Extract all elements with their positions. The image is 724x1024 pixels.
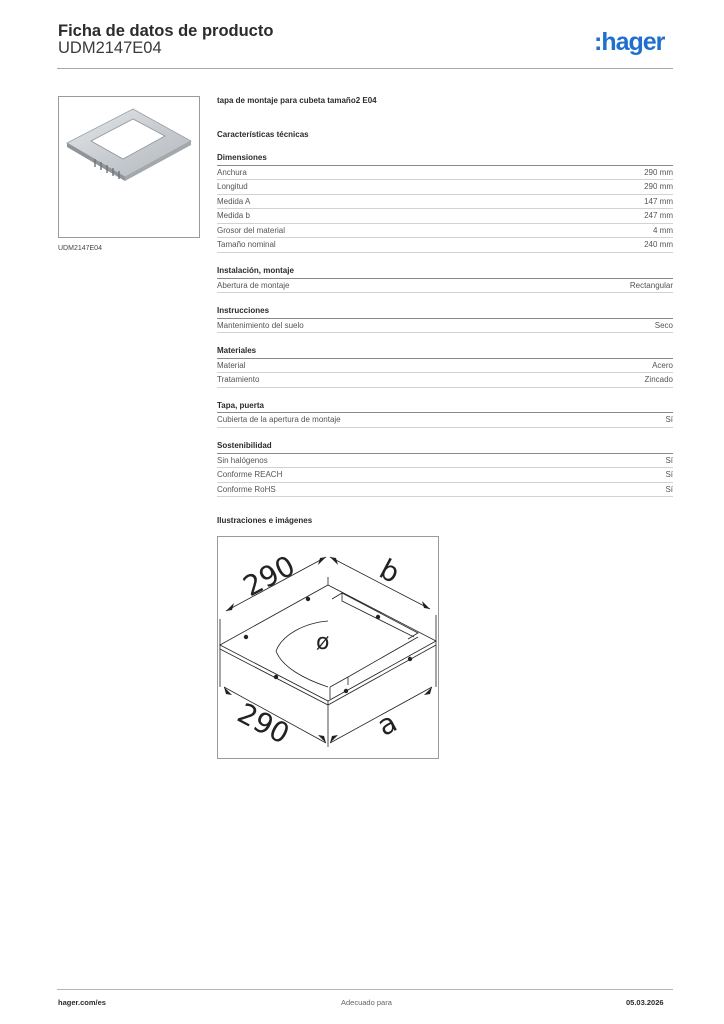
product-image-caption: UDM2147E04 [58, 245, 102, 252]
spec-section [217, 344, 673, 388]
spec-value: 290 mm [644, 167, 673, 177]
spec-section-title: Instalación, montaje [217, 264, 673, 279]
spec-label: Mantenimiento del suelo [217, 320, 304, 330]
spec-value: 290 mm [644, 182, 673, 192]
spec-label: Grosor del material [217, 225, 286, 235]
spec-label: Conforme RoHS [217, 484, 276, 494]
spec-section-title: Materiales [217, 344, 673, 359]
dim-label-diameter: ø [316, 630, 330, 655]
spec-row [217, 224, 673, 239]
spec-label: Tratamiento [217, 375, 260, 385]
spec-label: Longitud [217, 182, 248, 192]
spec-row [217, 279, 673, 294]
spec-section [217, 399, 673, 428]
spec-label: Anchura [217, 167, 247, 177]
spec-section [217, 439, 673, 497]
spec-section [217, 304, 673, 333]
product-image [58, 96, 200, 238]
spec-row [217, 238, 673, 253]
spec-label: Sin halógenos [217, 455, 268, 465]
spec-row [217, 319, 673, 334]
dim-label-bottom-right: a [371, 705, 403, 743]
spec-row [217, 468, 673, 483]
spec-value: Rectangular [629, 280, 673, 290]
product-code: UDM2147E04 [58, 39, 162, 57]
spec-value: 240 mm [644, 240, 673, 250]
spec-section-title: Instrucciones [217, 304, 673, 319]
spec-label: Cubierta de la apertura de montaje [217, 415, 341, 425]
dim-label-bottom-left: 290 [232, 696, 295, 751]
spec-label: Medida A [217, 196, 251, 206]
spec-value: Sí [665, 415, 673, 425]
spec-section-title: Tapa, puerta [217, 399, 673, 414]
spec-value: Sí [665, 455, 673, 465]
spec-row [217, 166, 673, 181]
spec-value: Sí [665, 484, 673, 494]
spec-value: Zincado [644, 375, 673, 385]
spec-value: 4 mm [653, 225, 673, 235]
footer-divider [57, 989, 673, 990]
characteristics-heading: Características técnicas [217, 130, 309, 139]
spec-row [217, 195, 673, 210]
spec-value: Sí [665, 470, 673, 480]
product-plate-drawing [59, 97, 199, 237]
brand-logo [594, 28, 674, 58]
spec-table [217, 151, 673, 508]
dim-label-top-right: b [374, 552, 406, 590]
dim-label-top-left: 290 [237, 548, 301, 604]
spec-row [217, 373, 673, 388]
illustrations-heading: Ilustraciones e imágenes [217, 516, 313, 525]
spec-label: Material [217, 360, 246, 370]
spec-label: Abertura de montaje [217, 280, 290, 290]
dimension-drawing [217, 536, 439, 759]
spec-row [217, 483, 673, 498]
spec-label: Medida b [217, 211, 250, 221]
product-description: tapa de montaje para cubeta tamaño2 E04 [217, 96, 377, 105]
brand-logo-text: :hager [594, 28, 665, 56]
spec-row [217, 209, 673, 224]
spec-section [217, 264, 673, 293]
spec-row [217, 180, 673, 195]
page-title: Ficha de datos de producto [58, 22, 274, 40]
spec-value: 147 mm [644, 196, 673, 206]
header-divider [57, 68, 673, 69]
footer-suitable-for: Adecuado para [341, 998, 392, 1007]
spec-section [217, 151, 673, 253]
spec-section-title: Sostenibilidad [217, 439, 673, 454]
footer-date: 05.03.2026 [626, 998, 664, 1007]
spec-section-title: Dimensiones [217, 151, 673, 166]
dimension-diagram [218, 537, 438, 758]
spec-label: Conforme REACH [217, 470, 283, 480]
spec-value: 247 mm [644, 211, 673, 221]
spec-row [217, 359, 673, 374]
spec-value: Seco [654, 320, 673, 330]
spec-row [217, 454, 673, 469]
spec-row [217, 413, 673, 428]
footer-website[interactable]: hager.com/es [58, 998, 106, 1007]
spec-value: Acero [652, 360, 673, 370]
spec-label: Tamaño nominal [217, 240, 276, 250]
